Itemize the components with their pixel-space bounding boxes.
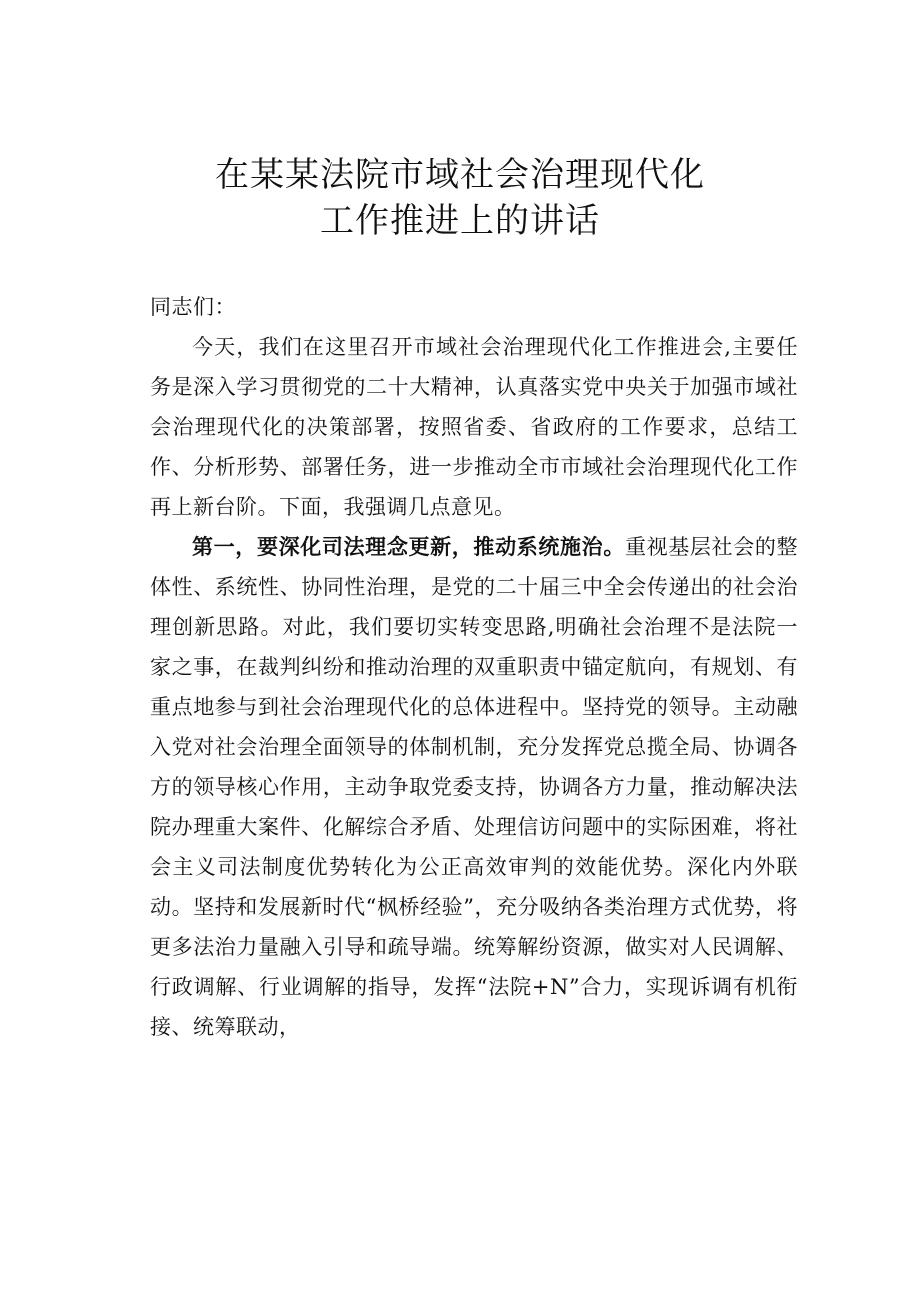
document-body: [150, 287, 798, 1047]
title-line-2: 工作推进上的讲话: [320, 201, 600, 241]
paragraph-first-point-body: 重视基层社会的整体性、系统性、协同性治理，是党的二十届三中全会传递出的社会治理创新思路。对此，我们要切实转变思路,明确社会治理不是法院一家之事，在裁判纠纷和推动治理的双重职责中锚定航向，有规划、有重点地参与到社会治理现代化的总体进程中。坚持党的领导。主动融入党对社会治理全面领导的体制机制，充分发挥党总揽全局、协调各方的领导核心作用，主动争取党委支持，协调各方力量，推动解决法院办理重大案件、化解综合矛盾、处理信访问题中的实际困难，将社会主义司法制度优势转化为公正高效审判的效能优势。深化内外联动。坚持和发展新时代“枫桥经验”，充分吸纳各类治理方式优势，将更多法治力量融入引导和疏导端。统筹解纷资源，做实对人民调解、行政调解、行业调解的指导，发挥“法院+N”合力，实现诉调有机衔接、统筹联动，: [150, 535, 799, 1039]
salutation: 同志们：: [150, 295, 236, 319]
paragraph-intro: 今天，我们在这里召开市域社会治理现代化工作推进会,主要任务是深入学习贯彻党的二十大精神，认真落实党中央关于加强市域社会治理现代化的决策部署，按照省委、省政府的工作要求，总结工作、分析形势、部署任务，进一步推动全市市域社会治理现代化工作再上新台阶。下面，我强调几点意见。: [150, 335, 798, 519]
paragraph-first-point: [150, 527, 798, 1047]
document-title: [0, 152, 920, 244]
title-line-1: 在某某法院市域社会治理现代化: [215, 155, 705, 195]
paragraph-lead-heading: 第一，要深化司法理念更新，推动系统施治。: [192, 534, 625, 559]
